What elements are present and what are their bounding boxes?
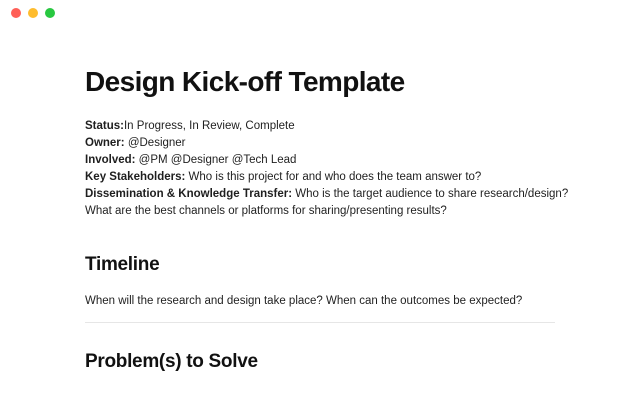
section-divider (85, 322, 555, 323)
section-body-timeline: When will the research and design take place? When can the outcomes be expected? (85, 295, 523, 308)
metadata-label: Involved: (85, 154, 136, 167)
metadata-block (85, 118, 569, 220)
metadata-row (85, 135, 555, 152)
minimize-button-icon[interactable] (28, 8, 38, 18)
metadata-row (85, 203, 555, 220)
metadata-value: Who is the target audience to share research/design? (292, 188, 569, 201)
metadata-value: What are the best channels or platforms for sharing/presenting results? (85, 205, 447, 218)
page-title: Design Kick-off Template (85, 66, 405, 97)
window-controls (11, 8, 55, 18)
metadata-row (85, 186, 569, 203)
maximize-button-icon[interactable] (45, 8, 55, 18)
metadata-row (85, 152, 555, 169)
metadata-value: @Designer (124, 137, 186, 150)
metadata-label: Dissemination & Knowledge Transfer: (85, 188, 293, 201)
metadata-value: In Progress, In Review, Complete (123, 120, 295, 133)
metadata-label: Key Stakeholders: (85, 171, 186, 184)
metadata-row (85, 169, 555, 186)
window-titlebar (0, 0, 640, 26)
metadata-row (85, 118, 555, 135)
section-heading-problems: Problem(s) to Solve (85, 351, 258, 373)
metadata-value: Who is this project for and who does the team answer to? (185, 171, 482, 184)
close-button-icon[interactable] (11, 8, 21, 18)
metadata-label: Owner: (85, 137, 125, 150)
metadata-label: Status: (85, 120, 124, 133)
section-heading-timeline: Timeline (85, 254, 160, 276)
metadata-value: @PM @Designer @Tech Lead (135, 154, 297, 167)
document-body (0, 26, 640, 373)
